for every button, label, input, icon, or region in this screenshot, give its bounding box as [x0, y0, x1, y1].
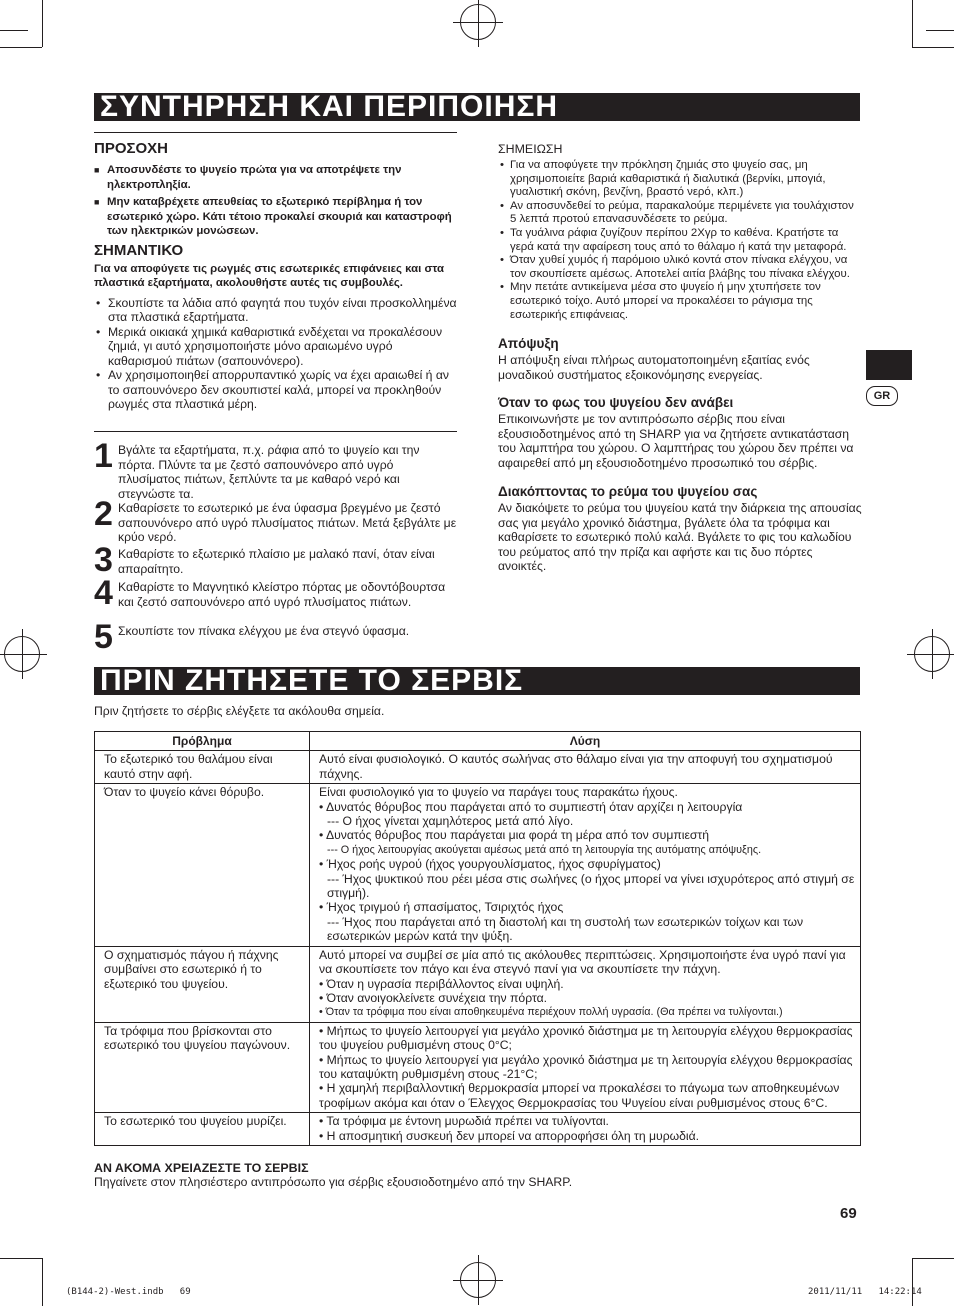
defrost-heading: Απόψυξη	[498, 336, 559, 352]
crop-mark	[912, 0, 913, 47]
still-service-text: Πηγαίνετε στον πλησιέστερο αντιπρόσωπο για σέρβις εξουσιοδοτημένο από την SHARP.	[94, 1175, 573, 1189]
step-number: 1	[94, 437, 113, 475]
solution-line: • Δυνατός θόρυβος που παράγεται μια φορά τη μέρα από τον συμπιεστή	[319, 828, 710, 843]
important-intro: Για να αποφύγετε τις ρωγμές στις εσωτερικές επιφάνειες και στα πλαστικά εξαρτήματα, ακολουθήστε αυτές τις συμβουλές.	[94, 262, 445, 289]
step-3	[94, 541, 458, 580]
registration-mark	[460, 1262, 496, 1298]
crop-mark	[42, 1258, 43, 1306]
step-number: 5	[94, 618, 113, 656]
solution-line: • Η χαμηλή περιβαλλοντική θερμοκρασία μπορεί να προκαλέσει το πάγωμα των αποθηκευμένων τροφίμων ακόμα και όταν ο Έλεγχος Θερμοκρασίας του Ψυγείου είναι ρυθμισμένος στους 6°C.	[319, 1081, 840, 1110]
step-5	[94, 618, 458, 656]
step-4	[94, 574, 458, 624]
note-heading: ΣΗΜΕΙΩΣΗ	[498, 142, 563, 156]
note-list	[498, 159, 862, 322]
crop-mark	[0, 30, 28, 31]
important-list	[94, 296, 458, 412]
troubleshooting-table-wrap	[94, 731, 861, 1146]
registration-mark	[460, 4, 496, 40]
light-heading: Όταν το φως του ψυγείου δεν ανάβει	[498, 395, 734, 411]
solution-cell	[310, 784, 861, 946]
crop-mark	[0, 1258, 42, 1259]
registration-mark	[4, 636, 40, 672]
solution-line: • Μήπως το ψυγείο λειτουργεί για μεγάλο χρονικό διάστημα με τη λειτουργία ελέγχου θερμοκρασίας του καταψύκτη ρυθμισμένη στους -21°C;	[319, 1052, 853, 1081]
crop-mark	[912, 1258, 913, 1306]
list-item: • Μην πετάτε αντικείμενα μέσα στο ψυγείο ή μην χτυπήσετε τον εσωτερικό τοίχο. Αυτό μπορεί να προκαλέσει το ράγισμα της εσωτερικής επιφάνειας.	[498, 281, 862, 322]
solution-line: --- Ο ήχος λειτουργίας ακούγεται αμέσως μετά από τη λειτουργία της αυτόματης απόψυξης.	[327, 843, 762, 856]
problem-cell: Το εξωτερικό του θαλάμου είναι καυτό στην αφή.	[95, 751, 310, 784]
power-heading: Διακόπτοντας το ρεύμα του ψυγείου σας	[498, 484, 758, 500]
solution-cell	[310, 1113, 861, 1146]
crop-mark	[0, 47, 42, 48]
problem-cell: Ο σχηματισμός πάγου ή πάχνης συμβαίνει στο εσωτερικό ή το εξωτερικό του ψυγείου.	[95, 946, 310, 1022]
caution-heading: ΠΡΟΣΟΧΗ	[94, 140, 169, 157]
footer-file: (B144-2)-West.indb 69	[66, 1287, 191, 1297]
solution-line: • Όταν η υγρασία περιβάλλοντος είναι υψηλή.	[319, 976, 564, 991]
list-item: • Μερικά οικιακά χημικά καθαριστικά ενδέχεται να προκαλέσουν ζημιά, γι αυτό χρησιμοποιήστε μόνο αραιωμένο υγρό καθαρισμού πιάτων (σαπουνόνερο).	[94, 325, 458, 369]
solution-line: Είναι φυσιολογικό για το ψυγείο να παράγει τους παρακάτω ήχους.	[319, 785, 678, 800]
step-number: 3	[94, 541, 113, 579]
step-text: Βγάλτε τα εξαρτήματα, π.χ. ράφια από το ψυγείο και την πόρτα. Πλύντε τα με ζεστό σαπουνόνερο από υγρό πλυσίματος πιάτων, ξεπλύντε τα με καθαρό νερό και στεγνώστε τα.	[118, 443, 420, 501]
important-heading: ΣΗΜΑΝΤΙΚΟ	[94, 241, 184, 259]
steps-list	[94, 437, 458, 656]
problem-cell: Όταν το ψυγείο κάνει θόρυβο.	[95, 784, 310, 946]
solution-line: --- Ο ήχος γίνεται χαμηλότερος μετά από λίγο.	[327, 814, 574, 829]
footer-timestamp: 2011/11/11 14:22:14	[808, 1287, 922, 1297]
solution-line: • Τα τρόφιμα με έντονη μυρωδιά πρέπει να τυλίγονται.	[319, 1114, 609, 1129]
table-row	[95, 751, 861, 784]
registration-mark	[914, 636, 950, 672]
side-tab	[866, 350, 912, 380]
divider	[94, 132, 457, 133]
solution-cell	[310, 1022, 861, 1112]
list-item: ■ Μην καταβρέχετε απευθείας το εξωτερικό περίβλημα ή τον εσωτερικό χώρο. Κάτι τέτοιο προκαλεί σκουριά και καταστροφή των ηλεκτρικών μονώσεων.	[94, 195, 458, 239]
left-column	[94, 140, 458, 412]
caution-list	[94, 163, 458, 239]
header-solution: Λύση	[310, 732, 861, 751]
table-row	[95, 1022, 861, 1112]
step-number: 4	[94, 574, 113, 612]
step-text: Καθαρίστε το εξωτερικό πλαίσιο με μαλακό πανί, όταν είναι απαραίτητο.	[118, 547, 435, 576]
step-number: 2	[94, 495, 113, 533]
list-item: • Αν αποσυνδεθεί το ρεύμα, παρακαλούμε περιμένετε για τουλάχιστον 5 λεπτά προτού επανασυνδέσετε το ρεύμα.	[498, 200, 862, 227]
list-item: • Όταν χυθεί χυμός ή παρόμοιο υλικό κοντά στον πίνακα ελέγχου, να τον σκουπίσετε αμέσως. Αποτελεί αιτία βλάβης του πίνακα ελέγχου.	[498, 254, 862, 281]
solution-line: • Ήχος τριγμού ή σπασίματος, Τσιριχτός ήχος	[319, 900, 564, 915]
solution-cell	[310, 946, 861, 1022]
table-row	[95, 784, 861, 946]
crop-mark	[912, 47, 954, 48]
right-column	[498, 142, 862, 574]
solution-line: • Η αποσμητική συσκευή δεν μπορεί να απορροφήσει όλη τη μυρωδιά.	[319, 1128, 700, 1143]
problem-cell: Τα τρόφιμα που βρίσκονται στο εσωτερικό του ψυγείου παγώνουν.	[95, 1022, 310, 1112]
solution-line: • Όταν τα τρόφιμα που είναι αποθηκευμένα περιέχουν πολλή υγρασία. (Θα πρέπει να τυλίγονται.)	[319, 1006, 783, 1019]
crop-mark	[912, 1258, 954, 1259]
still-service-heading: ΑΝ ΑΚΟΜΑ ΧΡΕΙΑΖΕΣΤΕ ΤΟ ΣΕΡΒΙΣ	[94, 1161, 309, 1175]
step-2	[94, 495, 458, 547]
problem-cell: Το εσωτερικό του ψυγείου μυρίζει.	[95, 1113, 310, 1146]
page-number: 69	[840, 1205, 857, 1222]
step-1	[94, 437, 458, 501]
list-item: • Σκουπίστε τα λάδια από φαγητά που τυχόν είναι προσκολλημένα στα πλαστικά εξαρτήματα.	[94, 296, 458, 325]
step-text: Σκουπίστε τον πίνακα ελέγχου με ένα στεγνό ύφασμα.	[118, 624, 410, 638]
list-item: • Τα γυάλινα ράφια ζυγίζουν περίπου 2Χγρ το καθένα. Κρατήστε τα γερά κατά την αφαίρεση τους από το θάλαμο ή κατά την μεταφορά.	[498, 227, 862, 254]
list-item: ■ Αποσυνδέστε το ψυγείο πρώτα για να αποτρέψετε την ηλεκτροπληξία.	[94, 163, 458, 192]
section-title: ΠΡΙΝ ΖΗΤΗΣΕΤΕ ΤΟ ΣΕΡΒΙΣ	[94, 667, 860, 695]
solution-line: • Μήπως το ψυγείο λειτουργεί για μεγάλο χρονικό διάστημα με τη λειτουργία ελέγχου θερμοκρασίας του ψυγείου ρυθμισμένη στους 0°C;	[319, 1023, 853, 1053]
solution-cell	[310, 751, 861, 784]
solution-line: • Δυνατός θόρυβος που παράγεται από το συμπιεστή όταν αρχίζει η λειτουργία	[319, 799, 743, 814]
solution-line: --- Ήχος ψυκτικού που ρέει μέσα στις σωλήνες (ο ήχος μπορεί να γίνει ισχυρότερος από στιγμή σε στιγμή).	[327, 871, 855, 901]
table-body	[95, 751, 861, 1146]
header-problem: Πρόβλημα	[95, 732, 310, 751]
solution-line: Αυτό είναι φυσιολογικό. Ο καυτός σωλήνας στο θάλαμο είναι για την αποφυγή του σχηματισμού πάχνης.	[319, 752, 833, 781]
step-text: Καθαρίστε το Μαγνητικό κλείστρο πόρτας με οδοντόβουρτσα και ζεστό σαπουνόνερο από υγρό πλυσίματος πιάτων.	[118, 580, 446, 609]
solution-line: • Όταν ανοιγοκλείνετε συνέχεια την πόρτα.	[319, 990, 548, 1005]
solution-line: • Ήχος ροής υγρού (ήχος γουργουλίσματος, ήχος σφυρίγματος)	[319, 857, 661, 872]
table-row	[95, 1113, 861, 1146]
troubleshooting-table	[94, 731, 861, 1146]
service-intro: Πριν ζητήσετε το σέρβις ελέγξετε τα ακόλουθα σημεία.	[94, 704, 385, 718]
table-row	[95, 946, 861, 1022]
language-badge: GR	[866, 386, 898, 406]
section-title: ΣΥΝΤΗΡΗΣΗ ΚΑΙ ΠΕΡΙΠΟΙΗΣΗ	[94, 93, 860, 121]
solution-line: --- Ήχος που παράγεται από τη διαστολή και τη συστολή των εσωτερικών τοίχων και των εσωτερικών μερών κατά την ψύξη.	[327, 914, 804, 944]
list-item: • Αν χρησιμοποιηθεί απορρυπαντικό χωρίς να έχει αραιωθεί ή αν το σαπουνόνερο δεν σκουπιστεί καλά, μπορεί να προκληθούν ρωγμές στα πλαστικά μέρη.	[94, 368, 458, 412]
power-text: Αν διακόψετε το ρεύμα του ψυγείου κατά την διάρκεια της απουσίας σας για μεγάλο χρονικό διάστημα, βγάλετε όλα τα τρόφιμα και καθαρίσετε το εσωτερικό πολύ καλά. Βγάλετε το φις του καλωδίου του ρεύματος από την πρίζα και αφήστε και τις δυο πόρτες ανοικτές.	[498, 501, 862, 574]
list-item: • Για να αποφύγετε την πρόκληση ζημιάς στο ψυγείο σας, μη χρησιμοποιείτε βαριά καθαριστικά ή διαλυτικά (βερνίκι, μπογιά, γυαλιστική σκόνη, βενζίνη, βραστό νερό, κλπ.)	[498, 159, 862, 200]
crop-mark	[926, 30, 954, 31]
divider	[94, 431, 457, 432]
light-text: Επικοινωνήστε με τον αντιπρόσωπο σέρβις που είναι εξουσιοδοτημένος από τη SHARP για να ζητήσετε αντικατάσταση του λαμπτήρα του χώρου. Ο λαμπτήρας του χώρου δεν πρέπει να αφαιρεθεί από μη εξουσιοδοτημένο προσωπικό του σέρβις.	[498, 412, 854, 470]
solution-line: Αυτό μπορεί να συμβεί σε μία από τις ακόλουθες περιπτώσεις. Χρησιμοποιήστε ένα υγρό πανί για να σκουπίσετε τον πάγο και ένα στεγνό πανί για να σκουπίσετε την πάχνη.	[319, 947, 846, 977]
defrost-text: Η απόψυξη είναι πλήρως αυτοματοποιημένη εξαιτίας ενός μοναδικού συστήματος εξοικονόμησης ενεργείας.	[498, 353, 810, 382]
crop-mark	[42, 0, 43, 47]
step-text: Καθαρίσετε το εσωτερικό με ένα ύφασμα βρεγμένο με ζεστό σαπουνόνερο από υγρό πλυσίματος πιάτων. Μετά ξεβγάλτε με κρύο νερό.	[118, 501, 457, 544]
